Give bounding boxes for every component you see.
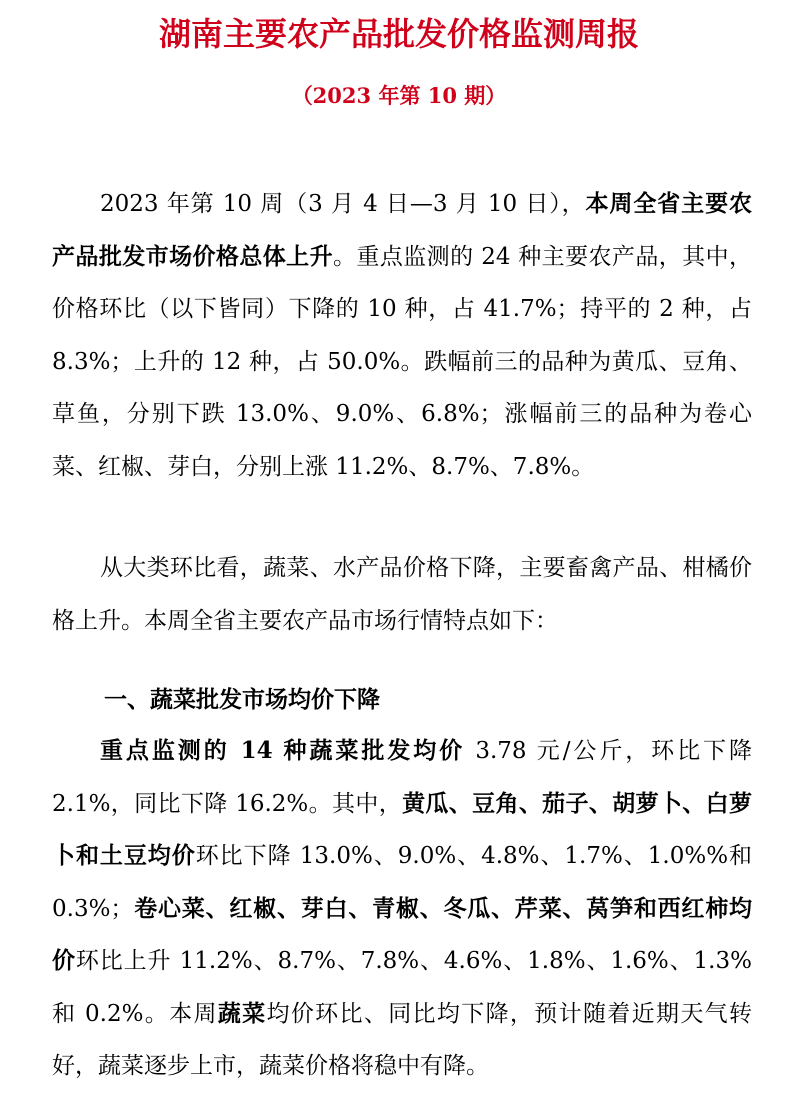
veg-average: 3.78 元/公斤，环比下降 2.1%，同比下降 16.2%。其中，	[52, 738, 752, 817]
veg-rise-rates: 环比上升 11.2%、8.7%、7.8%、4.6%、1.8%、1.6%、1.3%和 0.2%。本周	[52, 948, 752, 1027]
summary-period: 2023 年第 10 周（3 月 4 日—3 月 10 日），	[100, 191, 586, 217]
category-paragraph: 从大类环比看，蔬菜、水产品价格下降，主要畜禽产品、柑橘价格上升。本周全省主要农产品市场行情特点如下：	[52, 555, 752, 634]
veg-outlook: 均价环比、同比均下降，预计随着近期天气转好，蔬菜逐步上市，蔬菜价格将稳中有降。	[52, 1000, 753, 1079]
veg-rise-items: 卷心菜、红椒、芽白、青椒、冬瓜、芹菜、莴笋和西红柿均价	[52, 894, 752, 974]
summary-detail: 。重点监测的 24 种主要农产品，其中，价格环比（以下皆同）下降的 10 种，占 41.7%；持平的 2 种，占 8.3%；上升的 12 种，占 50.0%。跌幅前三的品种为黄瓜、豆角、草鱼，分别下跌 13.0%、9.0%、6.8%；涨幅前三的品种为卷心菜、红椒、芽白，分别上涨 11.2%、8.7%、7.8%。	[52, 243, 753, 480]
veg-decline-items: 黄瓜、豆角、茄子、胡萝卜、白萝卜和土豆均价	[52, 789, 753, 869]
vegetables-paragraph	[52, 725, 752, 1093]
report-issue: （2023 年第 10 期）	[291, 83, 507, 108]
report-title: 湖南主要农产品批发价格监测周报	[158, 15, 639, 53]
veg-keyword: 蔬菜	[217, 999, 267, 1027]
section-heading-vegetables: 一、蔬菜批发市场均价下降	[104, 686, 380, 713]
veg-intro: 重点监测的 14 种蔬菜批发均价	[100, 737, 466, 764]
veg-decline-rates: 环比下降 13.0%、9.0%、4.8%、1.7%、1.0%%和 0.3%；	[52, 843, 753, 922]
summary-paragraph	[52, 178, 752, 493]
summary-highlight: 本周全省主要农产品批发市场价格总体上升	[52, 190, 753, 270]
